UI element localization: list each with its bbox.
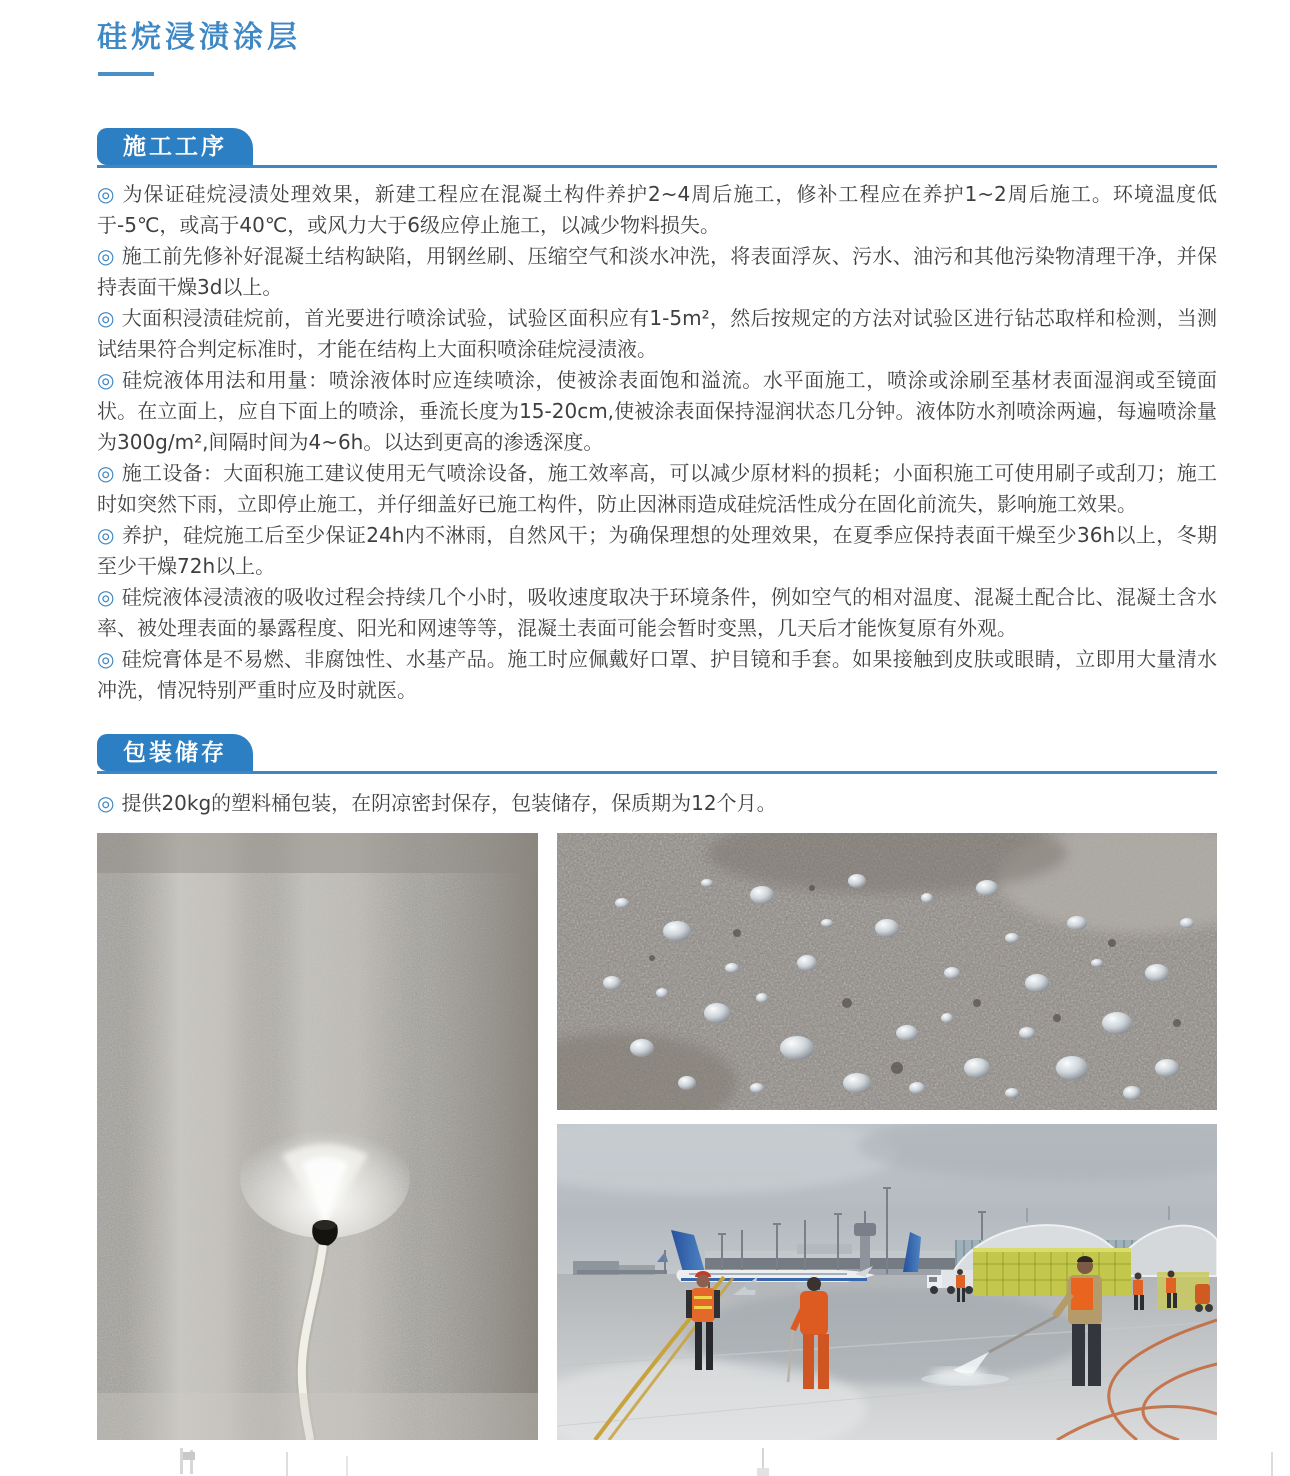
- bullet-item: [97, 644, 1217, 706]
- bullet-item: [97, 365, 1217, 458]
- section-header-storage: [97, 734, 1217, 774]
- bullet-text: 大面积浸渍硅烷前，首光要进行喷涂试验，试验区面积应有1-5m²，然后按规定的方法对试验区进行钻芯取样和检测，当测试结果符合判定标准时，才能在结构上大面积喷涂硅烷浸渍液。: [97, 306, 1217, 361]
- bullet-item: [97, 241, 1217, 303]
- page-title: 硅烷浸渍涂层: [97, 20, 301, 55]
- bullet-icon: ◎: [97, 461, 115, 485]
- bullet-icon: ◎: [97, 368, 116, 392]
- bullet-item: [97, 303, 1217, 365]
- photo-silane-spray-wall: [97, 833, 538, 1440]
- bullet-text: 硅烷液体浸渍液的吸收过程会持续几个小时，吸收速度取决于环境条件，例如空气的相对温度、混凝土配合比、混凝土含水率、被处理表面的暴露程度、阳光和网速等等，混凝土表面可能会暂时变黑，几天后才能恢复原有外观。: [97, 585, 1218, 640]
- bullet-text: 为保证硅烷浸渍处理效果，新建工程应在混凝土构件养护2~4周后施工，修补工程应在养护1~2周后施工。环境温度低于-5℃，或高于40℃，或风力大于6级应停止施工，以减少物料损失。: [97, 182, 1218, 237]
- construction-bullet-list: [97, 179, 1217, 706]
- title-underline: [98, 72, 154, 76]
- bullet-text: 提供20kg的塑料桶包装，在阴凉密封保存，包装储存，保质期为12个月。: [121, 791, 777, 815]
- photo-airport-apron-work: [557, 1124, 1217, 1440]
- bullet-icon: ◎: [97, 523, 115, 547]
- bullet-text: 养护，硅烷施工后至少保证24h内不淋雨，自然风干；为确保理想的处理效果，在夏季应保持表面干燥至少36h以上，冬期至少干燥72h以上。: [97, 523, 1218, 578]
- bullet-icon: ◎: [97, 182, 116, 206]
- bullet-item: [97, 788, 1217, 819]
- section-badge-storage: 包装储存: [97, 734, 253, 771]
- bullet-icon: ◎: [97, 244, 115, 268]
- bullet-item: [97, 179, 1217, 241]
- bullet-text: 施工设备：大面积施工建议使用无气喷涂设备，施工效率高，可以减少原材料的损耗；小面积施工可使用刷子或刮刀；施工时如突然下雨，立即停止施工，并仔细盖好已施工构件，防止因淋雨造成硅烷活性成分在固化前流失，影响施工效果。: [97, 461, 1218, 516]
- bullet-icon: ◎: [97, 647, 115, 671]
- bullet-text: 施工前先修补好混凝土结构缺陷，用钢丝刷、压缩空气和淡水冲洗，将表面浮灰、污水、油污和其他污染物清理干净，并保持表面干燥3d以上。: [97, 244, 1218, 299]
- bullet-item: [97, 520, 1217, 582]
- photo-water-beads-concrete: [557, 833, 1217, 1110]
- section-badge-construction: 施工工序: [97, 128, 253, 165]
- bullet-icon: ◎: [97, 306, 115, 330]
- bullet-item: [97, 582, 1217, 644]
- bullet-icon: ◎: [97, 585, 115, 609]
- section-header-construction: [97, 128, 1217, 168]
- bullet-item: [97, 458, 1217, 520]
- storage-bullet-list: [97, 788, 1217, 819]
- bullet-icon: ◎: [97, 791, 115, 815]
- bullet-text: 硅烷膏体是不易燃、非腐蚀性、水基产品。施工时应佩戴好口罩、护目镜和手套。如果接触到皮肤或眼睛，立即用大量清水冲洗，情况特别严重时应及时就医。: [97, 647, 1218, 702]
- bullet-text: 硅烷液体用法和用量：喷涂液体时应连续喷涂，使被涂表面饱和溢流。水平面施工，喷涂或涂刷至基材表面湿润或至镜面状。在立面上，应自下面上的喷涂，垂流长度为15-20cm,使被涂表面保持湿润状态几分钟。液体防水剂喷涂两遍，每遍喷涂量为300g/m²,间隔时间为4~6h。以达到更高的渗透深度。: [97, 368, 1218, 454]
